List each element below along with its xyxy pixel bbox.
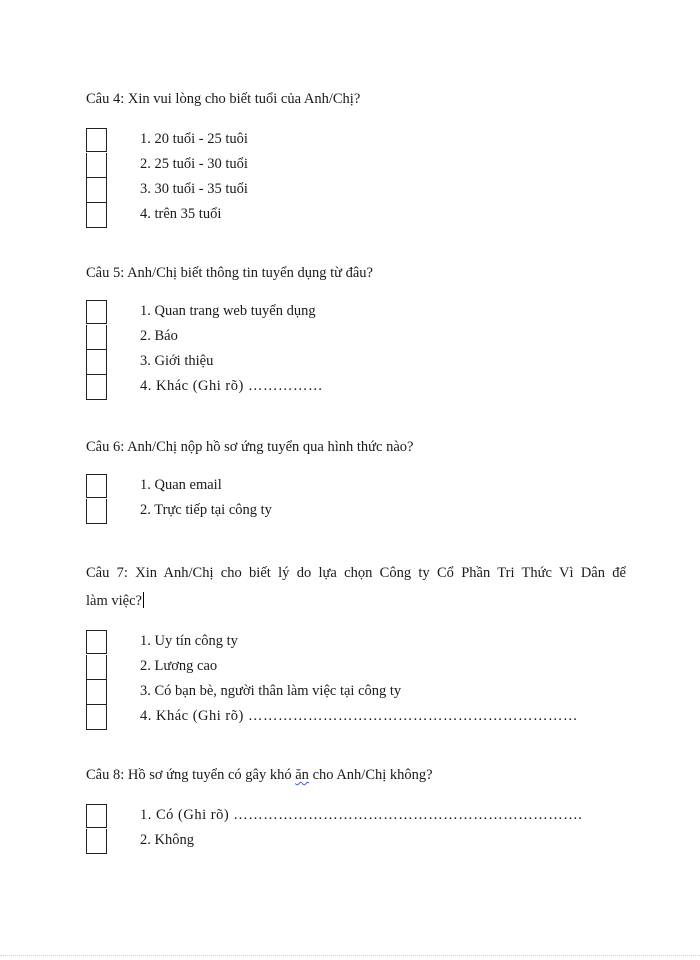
answer-checkbox[interactable] [86, 325, 107, 350]
question-6 [86, 434, 606, 524]
question-5-text: Câu 5: Anh/Chị biết thông tin tuyển dụng từ đâu? [86, 265, 373, 281]
answer-checkbox[interactable] [86, 705, 107, 730]
question-7-options [86, 630, 626, 730]
question-7 [86, 560, 626, 730]
option-row [86, 300, 606, 325]
option-row [86, 203, 606, 228]
option-label: 1. Có (Ghi rõ) ……………………………………………………………. [140, 807, 583, 823]
question-6-options [86, 474, 606, 524]
answer-checkbox[interactable] [86, 655, 107, 680]
question-7-text-line2 [86, 588, 626, 614]
option-label: 2. Trực tiếp tại công ty [140, 502, 272, 518]
answer-checkbox[interactable] [86, 375, 107, 400]
option-label: 4. Khác (Ghi rõ) ………………………………………………………… [140, 708, 578, 724]
answer-checkbox[interactable] [86, 153, 107, 178]
option-row [86, 630, 626, 655]
option-label: 2. Lương cao [140, 658, 218, 674]
option-label: 4. trên 35 tuổi [140, 206, 222, 222]
answer-checkbox[interactable] [86, 630, 107, 654]
question-8-text [86, 762, 606, 788]
answer-checkbox[interactable] [86, 474, 107, 498]
question-4-options [86, 128, 606, 228]
option-row [86, 178, 606, 203]
question-8-options [86, 804, 606, 854]
option-row [86, 128, 606, 153]
option-row [86, 680, 626, 705]
option-row [86, 153, 606, 178]
text-cursor [143, 592, 144, 608]
page-bottom-border [0, 955, 700, 956]
answer-checkbox[interactable] [86, 499, 107, 524]
question-8-text-before: Câu 8: Hồ sơ ứng tuyển có gây khó [86, 767, 296, 783]
answer-checkbox[interactable] [86, 178, 107, 203]
answer-checkbox[interactable] [86, 680, 107, 705]
option-row [86, 705, 626, 730]
question-7-text-line2-content: làm việc? [86, 593, 142, 609]
question-5 [86, 260, 606, 400]
question-8-text-after: cho Anh/Chị không? [308, 767, 433, 783]
option-label: 3. Có bạn bè, người thân làm việc tại công ty [140, 683, 402, 699]
answer-checkbox[interactable] [86, 128, 107, 152]
question-4-text: Câu 4: Xin vui lòng cho biết tuổi của Anh/Chị? [86, 91, 361, 107]
option-row [86, 804, 606, 829]
question-8 [86, 762, 606, 854]
option-label: 1. Quan email [140, 477, 222, 493]
answer-checkbox[interactable] [86, 350, 107, 375]
question-7-text-line1: Câu 7: Xin Anh/Chị cho biết lý do lựa chọn Công ty Cổ Phần Tri Thức Vì Dân để [86, 565, 626, 581]
option-label: 4. Khác (Ghi rõ) …………… [140, 378, 323, 394]
question-5-options [86, 300, 606, 400]
option-label: 3. 30 tuổi - 35 tuổi [140, 181, 248, 197]
answer-checkbox[interactable] [86, 300, 107, 324]
option-label: 1. 20 tuổi - 25 tuôi [140, 131, 248, 147]
option-label: 1. Quan trang web tuyển dụng [140, 303, 316, 319]
option-label: 3. Giới thiệu [140, 353, 214, 369]
option-row [86, 350, 606, 375]
option-label: 2. 25 tuổi - 30 tuổi [140, 156, 248, 172]
option-label: 2. Không [140, 832, 194, 848]
answer-checkbox[interactable] [86, 203, 107, 228]
option-row [86, 829, 606, 854]
option-row [86, 499, 606, 524]
option-row [86, 474, 606, 499]
answer-checkbox[interactable] [86, 804, 107, 828]
question-4 [86, 86, 606, 228]
option-row [86, 325, 606, 350]
option-row [86, 375, 606, 400]
option-label: 2. Báo [140, 328, 178, 344]
option-row [86, 655, 626, 680]
answer-checkbox[interactable] [86, 829, 107, 854]
spelling-flagged-word: ăn [295, 767, 309, 783]
option-label: 1. Uy tín công ty [140, 633, 238, 649]
question-6-text: Câu 6: Anh/Chị nộp hồ sơ ứng tuyển qua hình thức nào? [86, 439, 414, 455]
